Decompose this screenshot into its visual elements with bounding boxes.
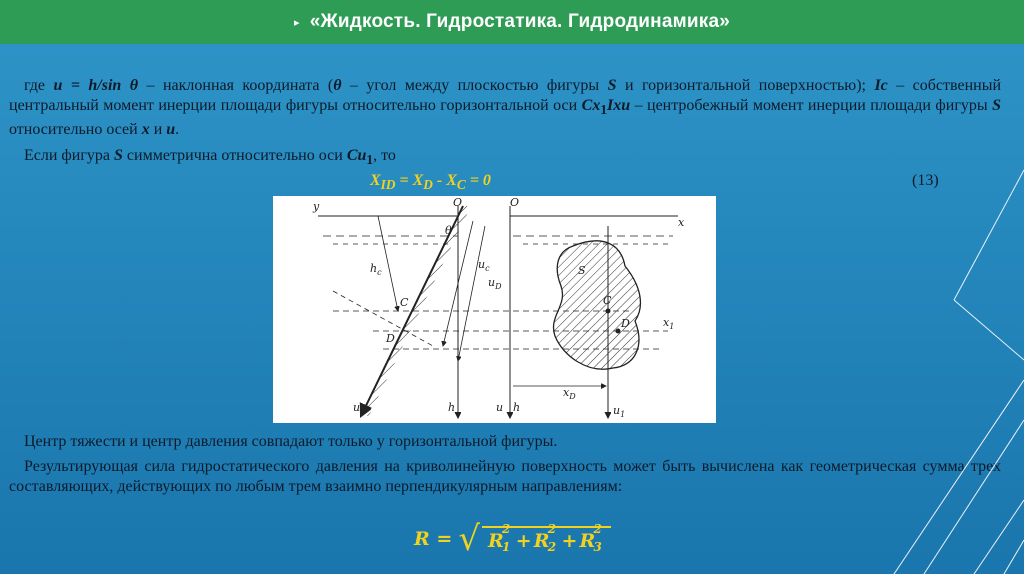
svg-text:h: h xyxy=(513,401,521,414)
svg-text:hc: $h_c$ xyxy=(370,262,382,277)
paragraph-symmetry: Если фигура S симметрична относительно оси $Cu_1$, то xyxy=(24,147,396,168)
svg-text:C: C xyxy=(400,296,409,309)
svg-text:C: C xyxy=(603,294,612,307)
label-y: y xyxy=(313,200,320,213)
pressure-diagram-figure xyxy=(273,196,716,423)
svg-text:h: h xyxy=(448,401,456,414)
equation-number: (13) xyxy=(912,172,939,189)
svg-text:O: O xyxy=(510,196,520,209)
sqrt-icon: √ xyxy=(458,519,480,559)
triangle-bullet-icon: ▸ xyxy=(294,16,300,29)
svg-text:D: D xyxy=(386,332,395,345)
svg-text:u: u xyxy=(496,401,504,414)
svg-text:O: O xyxy=(453,196,463,209)
svg-text:x1: $x_1$ xyxy=(663,316,675,331)
slide-title: «Жидкость. Гидростатика. Гидродинамика» xyxy=(309,11,730,32)
svg-text:xD: $x_D$ xyxy=(563,386,576,401)
figure-s-shape xyxy=(553,241,640,369)
svg-text:u1: $u_1$ xyxy=(613,404,626,419)
paragraph-center-pressure: Центр тяжести и центр давления совпадают только у горизонтальной фигуры. xyxy=(24,433,558,450)
svg-text:S: S xyxy=(578,264,586,277)
svg-text:D: D xyxy=(621,317,630,330)
svg-text:u: u xyxy=(353,401,361,414)
paragraph-definitions: где u = h/sin θ – наклонная координата (θ – угол между плоскостью фигуры S и горизонтальной поверхностью); Ic – собственный центральный момент инерции площади фигуры относительно горизонтальной оси $Cx_1Ixu$ – центробежный момент инерции площади фигуры S относительно осей x и u. xyxy=(9,77,1002,139)
svg-text:uc: $u_c$ xyxy=(478,258,490,273)
svg-text:x: x xyxy=(678,216,685,229)
formula-13: $X_{ID} = X_D - X_C = 0$ xyxy=(370,172,491,193)
svg-text:θ: θ xyxy=(445,224,452,237)
formula-resultant: R = √ R 2 1 + R 2 2 + R 2 3 xyxy=(414,519,611,559)
paragraph-resultant-force: Результирующая сила гидростатического давления на криволинейную поверхность может быть вычислена как геометрическая сумма трех составляющих, действующих по любым трем взаимно перпендикулярным направлениям: xyxy=(9,458,1001,495)
decorative-lines xyxy=(824,0,1024,574)
svg-text:uD: $u_D$ xyxy=(488,276,502,291)
